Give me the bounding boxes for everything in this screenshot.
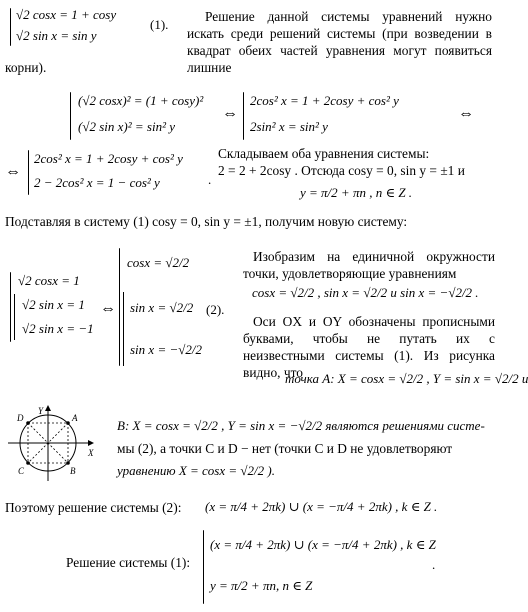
label-c: C xyxy=(18,466,25,476)
sys1-number: (1). xyxy=(150,17,169,32)
intro-paragraph: Решение данной системы уравнений нужно искать среди решений системы (при возведении в квадрат обеих частей уравнения могут появиться лишние xyxy=(187,9,492,75)
squared-brace xyxy=(70,92,71,140)
solution-1-brace xyxy=(203,530,204,604)
sys2-left-brace xyxy=(10,272,11,342)
intro-continuation: корни). xyxy=(5,60,47,75)
circle-paragraph-2: Оси OX и OY обозначены прописными буквами, чтобы не путать их с неизвестными системы (1). Из рисунка видно, что xyxy=(243,314,495,380)
added-eq-2: 2 − 2cos² x = 1 − cos² y xyxy=(34,175,160,190)
squared-left-1: (√2 cosx)² = (1 + cosy)² xyxy=(78,93,204,108)
sys2-eq-2: √2 sin x = 1 xyxy=(22,297,85,312)
label-y: Y xyxy=(38,406,44,416)
sys2-number: (2). xyxy=(206,302,225,317)
squared-right-1: 2cos² x = 1 + 2cosy + cos² y xyxy=(250,93,399,108)
point-a-line: точка A: X = cosx = √2/2 , Y = sin x = √2/2 и xyxy=(285,371,528,386)
sys2-right-bracket xyxy=(123,292,124,366)
added-dot: . xyxy=(208,172,212,187)
equivalence-arrow-3: ⇔ xyxy=(5,163,21,180)
circle-equations: cosx = √2/2 , sin x = √2/2 и sin x = −√2/2 . xyxy=(252,285,479,300)
added-text-2: 2 = 2 + 2cosy . Отсюда cosy = 0, sin y = ±1 и xyxy=(218,163,465,178)
equivalence-arrow: ⇔ xyxy=(222,105,238,122)
point-b-line-2: мы (2), а точки C и D − нет (точки C и D не удовлетворяют xyxy=(117,441,453,456)
substitution-line: Подставляя в систему (1) cosy = 0, sin y = ±1, получим новую систему: xyxy=(5,214,408,229)
squared-right-2: 2sin² x = sin² y xyxy=(250,119,328,134)
circle-paragraph-1: Изобразим на единичной окружности точки, удовлетворяющие уравнениям xyxy=(243,249,495,281)
added-brace xyxy=(28,150,29,195)
sys2-res-1: cosx = √2/2 xyxy=(127,255,190,270)
point-b-line-3: уравнению X = cosx = √2/2 ). xyxy=(117,463,275,478)
sys2-arrow: ⇔ xyxy=(100,300,116,317)
solution-1-line-2: y = π/2 + πn, n ∈ Z xyxy=(210,578,313,593)
solution-2-label: Поэтому решение системы (2): xyxy=(5,500,182,515)
added-text-1: Складываем оба уравнения системы: xyxy=(218,146,430,161)
unit-circle-figure xyxy=(0,405,95,485)
sys2-eq-1: √2 cosx = 1 xyxy=(18,273,80,288)
sys2-eq-3: √2 sin x = −1 xyxy=(22,321,94,336)
solution-2-body: (x = π/4 + 2πk) ∪ (x = −π/4 + 2πk) , k ∈ Z . xyxy=(205,499,438,514)
squared-left-2: (√2 sin x)² = sin² y xyxy=(78,119,175,134)
sys1-brace xyxy=(10,8,11,46)
label-d: D xyxy=(17,413,24,423)
sys1-eq1: √2 cosx = 1 + cosy xyxy=(16,7,117,22)
solution-1-label: Решение системы (1): xyxy=(66,555,191,570)
label-a: A xyxy=(72,413,78,423)
equivalence-arrow-2: ⇔ xyxy=(458,105,474,122)
label-x: X xyxy=(88,448,94,458)
label-b: B xyxy=(70,466,76,476)
sys2-left-bracket xyxy=(14,294,15,340)
sys2-res-2: sin x = √2/2 xyxy=(130,300,194,315)
solution-1-line-1: (x = π/4 + 2πk) ∪ (x = −π/4 + 2πk) , k ∈ Z xyxy=(210,537,436,552)
sys2-res-3: sin x = −√2/2 xyxy=(130,342,202,357)
squared-right-brace xyxy=(243,92,244,140)
solution-1-dot: . xyxy=(432,557,436,572)
point-b-line-1: B: X = cosx = √2/2 , Y = sin x = −√2/2 являются решениями систе- xyxy=(117,418,485,433)
sys1-eq2: √2 sin x = sin y xyxy=(16,28,97,43)
sys2-right-brace xyxy=(119,248,120,366)
added-text-3: y = π/2 + πn , n ∈ Z . xyxy=(300,185,413,200)
added-eq-1: 2cos² x = 1 + 2cosy + cos² y xyxy=(34,151,183,166)
